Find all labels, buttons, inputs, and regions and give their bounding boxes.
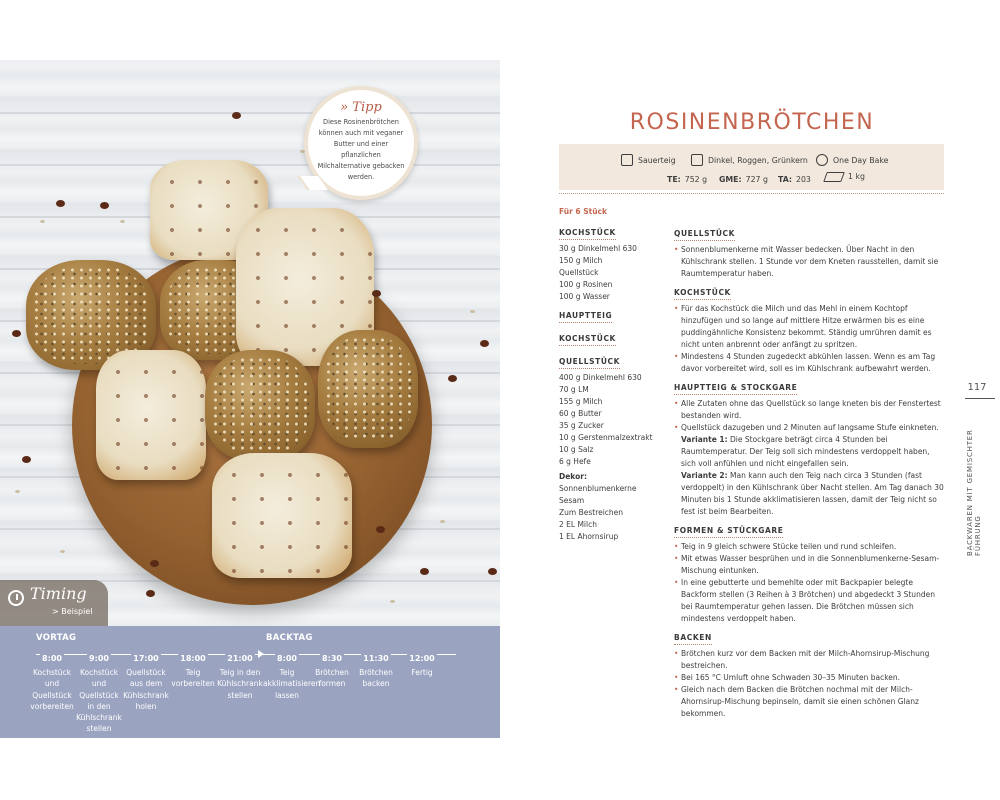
method-step: • Mit etwas Wasser besprühen und in die Sonnenblumenkerne-Sesam-Mischung eintunken. [674,553,946,577]
timeline-step: 8:30 Brötchen formen [315,654,349,689]
method-step: • Bei 165 °C Umluft ohne Schwaden 30–35 Minuten backen. [674,672,946,684]
ingredient: 400 g Dinkelmehl 630 [559,373,642,382]
timing-title: Timing [30,584,87,603]
timing-badge [0,580,108,626]
section-heading: QUELLSTÜCK [674,229,735,241]
decor-heading: Dekor: [559,472,587,481]
method-step: • Sonnenblumenkerne mit Wasser bedecken. Über Nacht in den Kühlschrank stellen. 1 Stunde vor dem Kneten rausstellen, damit sie Raumtemperatur haben. [674,244,946,280]
info-te: TE: 752 g [667,175,708,184]
flour-bag-icon [691,154,703,166]
serves: Für 6 Stück [559,207,607,216]
timeline [0,626,500,738]
phase-label-backtag: BACKTAG [266,633,313,643]
timeline-step: 8:00 Teig akklimatisieren lassen [263,654,321,700]
ingredient: Sesam [559,496,585,505]
ingredient: Sonnenblumenkerne [559,484,637,493]
tip-bubble [304,86,418,200]
method-step: • In eine gebutterte und bemehlte oder mit Backpapier belegte Backform stellen (3 Reihen à 3 Brötchen) und abgedeckt 3 Stunden bei Raumtemperatur gehen lassen. Die Brötchen müssen sich mindestens verdoppelt haben. [674,577,946,625]
section-side-label: BACKWAREN MIT GEMISCHTER FÜHRUNG [966,429,982,556]
method-variant: Variante 2: Man kann auch den Teig nach circa 3 Stunden (fast verdoppelt) in den Kühlschrank über Nacht stellen. Am Tag danach 30 Minuten bis 1 Stunde akklimatisieren lassen, damit der Teig nicht so fest ist beim Bearbeiten. [681,471,944,516]
roll [96,350,206,480]
loaf-pan-icon [823,172,845,182]
clock-icon [8,590,24,606]
jar-icon [621,154,633,166]
ingredient: 100 g Rosinen [559,280,613,289]
timeline-step: 12:00 Fertig [409,654,435,677]
tip-text: Diese Rosinenbrötchen können auch mit veganer Butter und einer pflanzlichen Milchalternative gebacken werden. [317,118,405,181]
ingredient: 35 g Zucker [559,421,604,430]
ingredient: Zum Bestreichen [559,508,624,517]
ingredient: 10 g Gerstenmalzextrakt [559,433,653,442]
tip-title: » Tipp [340,100,382,115]
ingredient: 60 g Butter [559,409,602,418]
clock-icon [816,154,828,166]
ingredient: 70 g LM [559,385,589,394]
timeline-step: 9:00 Kochstück und Quellstück in den Kühlschrank stellen [76,654,122,734]
method-step: • Mindestens 4 Stunden zugedeckt abkühlen lassen. Wenn es am Tag davor vorbereitet wird, soll es im Kühlschrank aufbewahrt werden. [674,351,946,375]
ingredient: Quellstück [559,268,599,277]
method-variant: Variante 1: Die Stockgare beträgt circa 4 Stunden bei Raumtemperatur. Der Teig soll sich mindestens verdoppelt haben, sich voll anfühlen und nicht eingefallen sein. [681,435,930,468]
method-column [674,221,946,720]
ingredient: 10 g Salz [559,445,594,454]
timeline-step: 8:00 Kochstück und Quellstück vorbereiten [30,654,74,711]
ingredient: 2 EL Milch [559,520,597,529]
info-pan: 1 kg [825,172,865,182]
info-flours: Dinkel, Roggen, Grünkern [691,154,808,166]
section-heading: BACKEN [674,633,712,645]
method-step: • Für das Kochstück die Milch und das Mehl in einem Kochtopf hinzufügen und so lange auf mittlere Hitze erwärmen bis es eine puddingähnliche Konsistenz bekommt. Ständig umrühren damit es nicht unten anbrennt oder anfängt zu spritzen. [674,303,946,351]
roll [212,453,352,578]
timeline-step: 11:30 Brötchen backen [359,654,393,689]
timeline-step: 17:00 Quellstück aus dem Kühlschrank holen [123,654,169,711]
section-heading: HAUPTTEIG & STOCKGARE [674,383,797,395]
method-step: • Quellstück dazugeben und 2 Minuten auf langsame Stufe einkneten. [674,422,946,434]
bread-photo [0,60,500,626]
info-ta: TA: 203 [778,175,811,184]
roll [205,350,315,460]
info-sourdough: Sauerteig [621,154,676,166]
section-heading: FORMEN & STÜCKGARE [674,526,783,538]
timeline-step: 21:00 Teig in den Kühlschrank stellen [217,654,263,700]
method-step: • Teig in 9 gleich schwere Stücke teilen und rund schleifen. [674,541,946,553]
timeline-step: 18:00 Teig vorbereiten [171,654,215,689]
info-gme: GME: 727 g [719,175,768,184]
roll [318,330,418,448]
timing-subtitle: > Beispiel [52,607,93,616]
ingredient: 1 EL Ahornsirup [559,532,619,541]
ingredients-column [559,207,659,543]
section-heading: KOCHSTÜCK [559,228,616,240]
recipe-info-box [559,144,944,190]
section-heading: KOCHSTÜCK [674,288,731,300]
method-step: • Brötchen kurz vor dem Backen mit der Milch-Ahornsirup-Mischung bestreichen. [674,648,946,672]
phase-label-vortag: VORTAG [36,633,77,643]
page-number: 117 [967,382,987,393]
section-heading: HAUPTTEIG [559,311,612,323]
ingredient: 150 g Milch [559,256,603,265]
method-step: • Alle Zutaten ohne das Quellstück so lange kneten bis der Fenstertest bestanden wird. [674,398,946,422]
ingredient: 6 g Hefe [559,457,591,466]
section-heading: QUELLSTÜCK [559,357,620,369]
method-step: • Gleich nach dem Backen die Brötchen nochmal mit der Milch-Ahornsirup-Mischung bepinseln, damit sie einen schönen Glanz bekommen. [674,684,946,720]
info-schedule: One Day Bake [816,154,888,166]
ingredient: 30 g Dinkelmehl 630 [559,244,637,253]
ingredient: 155 g Milch [559,397,603,406]
ingredient: 100 g Wasser [559,292,610,301]
recipe-title: ROSINENBRÖTCHEN [629,110,875,135]
section-heading: KOCHSTÜCK [559,334,616,346]
